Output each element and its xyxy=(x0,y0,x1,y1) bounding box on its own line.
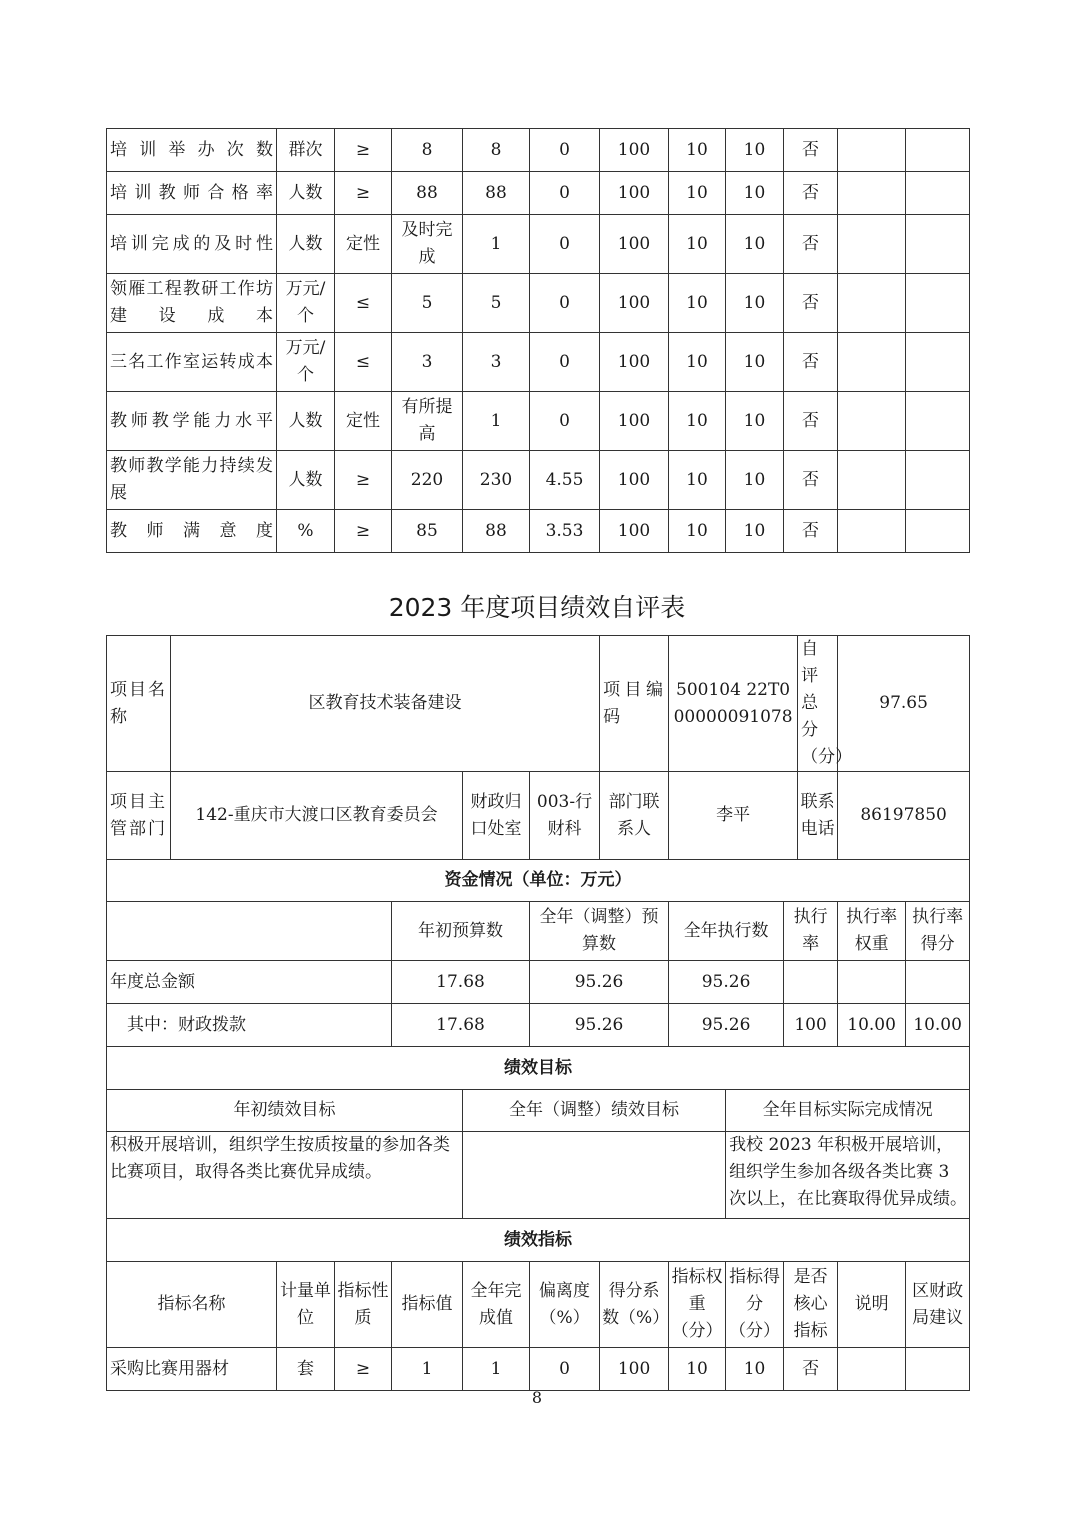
indicator-deviation: 0 xyxy=(530,215,600,274)
indicator-deviation: 0 xyxy=(530,172,600,215)
self-score-value: 97.65 xyxy=(838,636,970,772)
indicator-core: 否 xyxy=(784,129,838,172)
phone-label: 联系电话 xyxy=(798,772,838,860)
indicator-nature: ≥ xyxy=(335,451,392,510)
indicator-unit: 人数 xyxy=(277,392,335,451)
fiscal-adjusted: 95.26 xyxy=(530,1004,669,1047)
indicator-core: 否 xyxy=(784,392,838,451)
indicator-actual: 88 xyxy=(463,172,530,215)
col-executed: 全年执行数 xyxy=(669,902,784,961)
indicator-target: 1 xyxy=(392,1348,463,1391)
col-exec-rate-score: 执行率得分 xyxy=(906,902,970,961)
indicator-core: 否 xyxy=(784,215,838,274)
indicator-coef: 100 xyxy=(600,274,669,333)
indicator-note xyxy=(838,274,906,333)
indicator-target: 及时完成 xyxy=(392,215,463,274)
indicator-score: 10 xyxy=(726,274,784,333)
self-evaluation-table xyxy=(106,635,970,1391)
indicator-score: 10 xyxy=(726,129,784,172)
table-row xyxy=(107,333,970,392)
table-row xyxy=(107,392,970,451)
indicator-deviation: 4.55 xyxy=(530,451,600,510)
col-unit: 计量单位 xyxy=(277,1262,335,1348)
col-exec-rate-weight: 执行率权重 xyxy=(838,902,906,961)
indicator-weight: 10 xyxy=(669,510,726,553)
indicator-name: 采购比赛用器材 xyxy=(107,1348,277,1391)
contact-value: 李平 xyxy=(669,772,798,860)
col-initial-goal: 年初绩效目标 xyxy=(107,1090,463,1132)
table-row xyxy=(107,172,970,215)
indicator-name: 培训举办次数 xyxy=(107,129,277,172)
finance-office-value: 003-行财科 xyxy=(530,772,600,860)
indicator-coef: 100 xyxy=(600,215,669,274)
indicator-target: 3 xyxy=(392,333,463,392)
indicator-nature: ≤ xyxy=(335,333,392,392)
indicator-name: 教师教学能力持续发展 xyxy=(107,451,277,510)
adjusted-goal-text xyxy=(463,1132,726,1219)
indicator-score: 10 xyxy=(726,333,784,392)
col-score-coef: 得分系数（%） xyxy=(600,1262,669,1348)
indicator-name: 教师满意度 xyxy=(107,510,277,553)
indicator-actual: 8 xyxy=(463,129,530,172)
indicator-target: 85 xyxy=(392,510,463,553)
funds-fiscal-row xyxy=(107,1004,970,1047)
indicator-nature: 定性 xyxy=(335,392,392,451)
indicator-core: 否 xyxy=(784,510,838,553)
col-indicator-name: 指标名称 xyxy=(107,1262,277,1348)
indicator-deviation: 0 xyxy=(530,1348,600,1391)
indicator-note xyxy=(838,129,906,172)
indicator-deviation: 0 xyxy=(530,129,600,172)
dept-label: 项目主管部门 xyxy=(107,772,171,860)
indicator-actual: 3 xyxy=(463,333,530,392)
indicator-nature: ≤ xyxy=(335,274,392,333)
table-row xyxy=(107,129,970,172)
total-label: 年度总金额 xyxy=(107,961,392,1004)
goals-header: 绩效目标 xyxy=(107,1047,970,1090)
indicator-score: 10 xyxy=(726,172,784,215)
initial-goal-text: 积极开展培训，组织学生按质按量的参加各类比赛项目，取得各类比赛优异成绩。 xyxy=(107,1132,463,1219)
page-title: 2023 年度项目绩效自评表 xyxy=(388,593,686,622)
indicator-note xyxy=(838,392,906,451)
indicator-actual: 1 xyxy=(463,1348,530,1391)
funds-header: 资金情况（单位：万元） xyxy=(107,860,970,902)
indicator-target: 有所提高 xyxy=(392,392,463,451)
indicator-target: 8 xyxy=(392,129,463,172)
indicator-unit: 万元/个 xyxy=(277,274,335,333)
indicator-advice xyxy=(906,172,970,215)
indicator-advice xyxy=(906,215,970,274)
total-adjusted: 95.26 xyxy=(530,961,669,1004)
indicator-name: 三名工作室运转成本 xyxy=(107,333,277,392)
col-actual-goal: 全年目标实际完成情况 xyxy=(726,1090,970,1132)
fiscal-executed: 95.26 xyxy=(669,1004,784,1047)
col-deviation: 偏离度（%） xyxy=(530,1262,600,1348)
table-row xyxy=(107,510,970,553)
table-row xyxy=(107,1348,970,1391)
indicator-note xyxy=(838,510,906,553)
indicator-score: 10 xyxy=(726,510,784,553)
indicator-unit: 套 xyxy=(277,1348,335,1391)
indicator-weight: 10 xyxy=(669,215,726,274)
total-initial: 17.68 xyxy=(392,961,530,1004)
col-score: 指标得分（分） xyxy=(726,1262,784,1348)
indicator-note xyxy=(838,1348,906,1391)
indicator-advice xyxy=(906,451,970,510)
indicator-coef: 100 xyxy=(600,333,669,392)
indicator-coef: 100 xyxy=(600,451,669,510)
indicator-target: 220 xyxy=(392,451,463,510)
indicator-weight: 10 xyxy=(669,129,726,172)
indicator-note xyxy=(838,333,906,392)
project-code-label: 项目编码 xyxy=(600,636,669,772)
goals-content-row xyxy=(107,1132,970,1219)
indicator-name: 培训教师合格率 xyxy=(107,172,277,215)
table-row xyxy=(107,274,970,333)
indicator-note xyxy=(838,172,906,215)
indicator-unit: 万元/个 xyxy=(277,333,335,392)
indicator-weight: 10 xyxy=(669,274,726,333)
project-name-value: 区教育技术装备建设 xyxy=(171,636,600,772)
indicator-score: 10 xyxy=(726,215,784,274)
indicator-actual: 1 xyxy=(463,215,530,274)
table-row xyxy=(107,215,970,274)
indicator-deviation: 0 xyxy=(530,392,600,451)
fiscal-label: 其中：财政拨款 xyxy=(107,1004,392,1047)
top-indicator-table xyxy=(106,128,970,553)
fiscal-weight: 10.00 xyxy=(838,1004,906,1047)
indicator-nature: ≥ xyxy=(335,1348,392,1391)
indicator-unit: 人数 xyxy=(277,172,335,215)
fiscal-score: 10.00 xyxy=(906,1004,970,1047)
indicator-advice xyxy=(906,510,970,553)
indicator-coef: 100 xyxy=(600,129,669,172)
total-rate xyxy=(784,961,838,1004)
indicator-core: 否 xyxy=(784,274,838,333)
indicator-core: 否 xyxy=(784,451,838,510)
indicator-weight: 10 xyxy=(669,451,726,510)
total-executed: 95.26 xyxy=(669,961,784,1004)
project-row-2 xyxy=(107,772,970,860)
indicator-advice xyxy=(906,274,970,333)
col-note: 说明 xyxy=(838,1262,906,1348)
indicators-header: 绩效指标 xyxy=(107,1219,970,1262)
indicator-actual: 88 xyxy=(463,510,530,553)
indicator-deviation: 0 xyxy=(530,274,600,333)
fiscal-rate: 100 xyxy=(784,1004,838,1047)
indicator-advice xyxy=(906,333,970,392)
col-adjusted-goal: 全年（调整）绩效目标 xyxy=(463,1090,726,1132)
indicator-nature: ≥ xyxy=(335,172,392,215)
col-core: 是否核心指标 xyxy=(784,1262,838,1348)
indicator-name: 培训完成的及时性 xyxy=(107,215,277,274)
indicator-score: 10 xyxy=(726,451,784,510)
col-adjusted-budget: 全年（调整）预算数 xyxy=(530,902,669,961)
actual-goal-text: 我校 2023 年积极开展培训，组织学生参加各级各类比赛 3 次以上，在比赛取得优异成绩。 xyxy=(726,1132,970,1219)
indicator-name: 领雁工程教研工作坊建设成本 xyxy=(107,274,277,333)
indicator-column-headers xyxy=(107,1262,970,1348)
indicator-coef: 100 xyxy=(600,172,669,215)
col-initial-budget: 年初预算数 xyxy=(392,902,530,961)
indicator-coef: 100 xyxy=(600,510,669,553)
indicator-weight: 10 xyxy=(669,392,726,451)
indicator-score: 10 xyxy=(726,392,784,451)
phone-value: 86197850 xyxy=(838,772,970,860)
indicator-nature: ≥ xyxy=(335,510,392,553)
dept-value: 142-重庆市大渡口区教育委员会 xyxy=(171,772,463,860)
funds-column-headers xyxy=(107,902,970,961)
col-actual: 全年完成值 xyxy=(463,1262,530,1348)
indicator-nature: ≥ xyxy=(335,129,392,172)
indicator-note xyxy=(838,451,906,510)
indicator-core: 否 xyxy=(784,333,838,392)
indicator-advice xyxy=(906,1348,970,1391)
indicator-core: 否 xyxy=(784,172,838,215)
indicator-unit: 群次 xyxy=(277,129,335,172)
col-weight: 指标权重（分） xyxy=(669,1262,726,1348)
indicator-unit: 人数 xyxy=(277,451,335,510)
indicator-note xyxy=(838,215,906,274)
indicator-coef: 100 xyxy=(600,1348,669,1391)
finance-office-label: 财政归口处室 xyxy=(463,772,530,860)
indicator-advice xyxy=(906,392,970,451)
col-exec-rate: 执行率 xyxy=(784,902,838,961)
indicator-nature: 定性 xyxy=(335,215,392,274)
total-weight xyxy=(838,961,906,1004)
indicator-actual: 5 xyxy=(463,274,530,333)
indicator-unit: % xyxy=(277,510,335,553)
indicator-actual: 230 xyxy=(463,451,530,510)
indicator-weight: 10 xyxy=(669,1348,726,1391)
indicator-target: 88 xyxy=(392,172,463,215)
page-number: 8 xyxy=(531,1388,543,1407)
contact-label: 部门联系人 xyxy=(600,772,669,860)
funds-total-row xyxy=(107,961,970,1004)
goals-column-headers xyxy=(107,1090,970,1132)
self-score-label: 自评总分（分） xyxy=(798,636,838,772)
indicator-weight: 10 xyxy=(669,172,726,215)
col-target: 指标值 xyxy=(392,1262,463,1348)
indicator-actual: 1 xyxy=(463,392,530,451)
indicator-weight: 10 xyxy=(669,333,726,392)
indicator-deviation: 0 xyxy=(530,333,600,392)
project-code-value: 500104 22T000000091078 xyxy=(669,636,798,772)
indicator-unit: 人数 xyxy=(277,215,335,274)
indicator-advice xyxy=(906,129,970,172)
indicator-score: 10 xyxy=(726,1348,784,1391)
indicator-target: 5 xyxy=(392,274,463,333)
total-score xyxy=(906,961,970,1004)
indicator-coef: 100 xyxy=(600,392,669,451)
col-advice: 区财政局建议 xyxy=(906,1262,970,1348)
table-row xyxy=(107,451,970,510)
indicator-deviation: 3.53 xyxy=(530,510,600,553)
project-name-label: 项目名称 xyxy=(107,636,171,772)
indicator-name: 教师教学能力水平 xyxy=(107,392,277,451)
fiscal-initial: 17.68 xyxy=(392,1004,530,1047)
indicator-core: 否 xyxy=(784,1348,838,1391)
col-nature: 指标性质 xyxy=(335,1262,392,1348)
project-row-1 xyxy=(107,636,970,772)
